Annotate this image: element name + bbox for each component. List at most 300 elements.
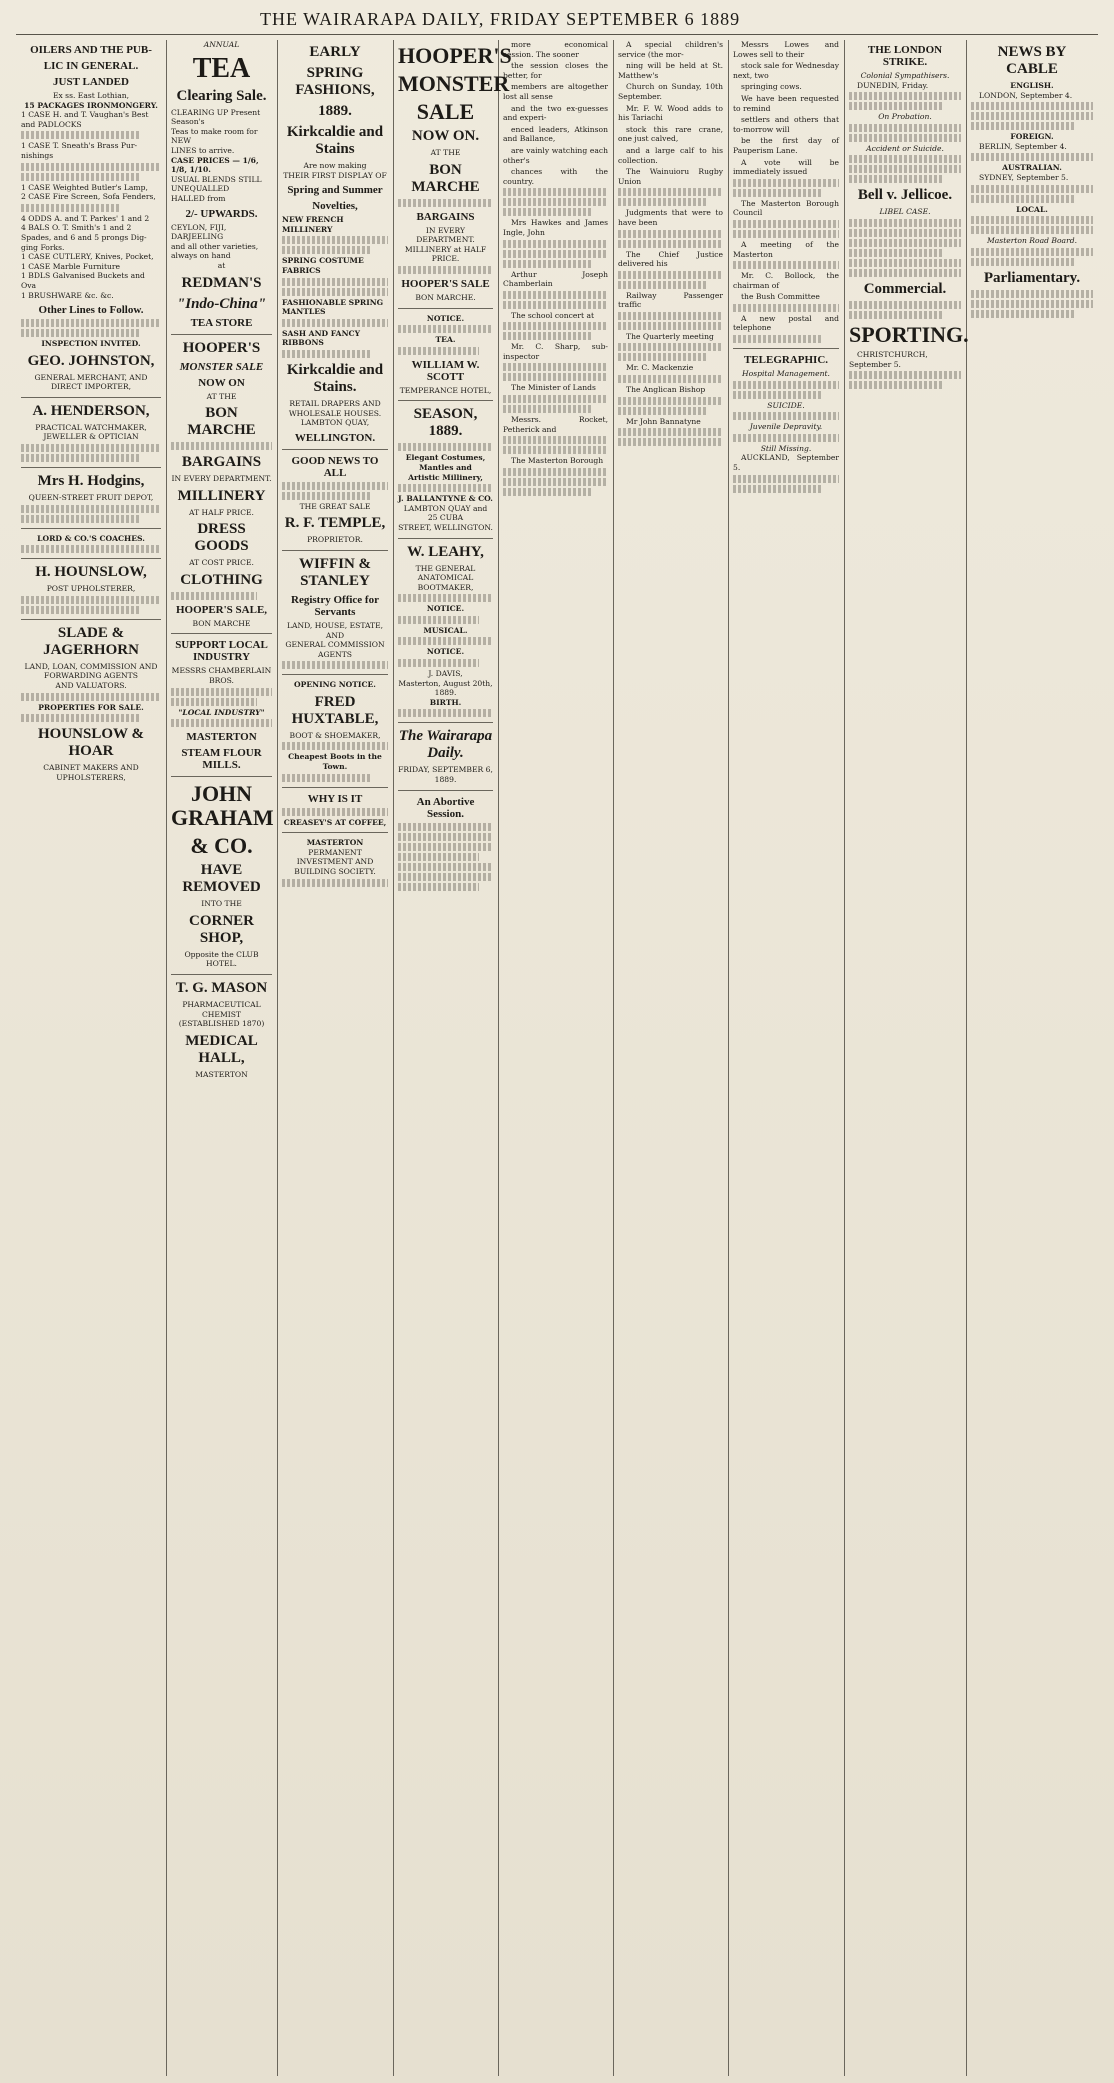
- text-filler: [618, 375, 723, 383]
- text-filler: [849, 381, 944, 389]
- ad-line: J. BALLANTYNE & CO.: [398, 494, 493, 504]
- news-subhead: LIBEL CASE.: [879, 207, 931, 217]
- ad-line: FASHIONABLE SPRING MANTLES: [282, 297, 384, 317]
- text-filler: [398, 637, 493, 645]
- ad-line: TEA.: [435, 335, 456, 345]
- ad-line: 1 BRUSHWARE &c. &c.: [21, 290, 114, 300]
- text-filler: [503, 198, 608, 206]
- text-filler: [503, 260, 592, 268]
- text-filler: [503, 373, 608, 381]
- text-filler: [849, 239, 961, 247]
- news-line: Judgments that were to have been: [618, 208, 723, 227]
- ad-line: JEWELLER & OPTICIAN: [43, 432, 139, 442]
- news-line: be the first day of Pauperism Lane.: [733, 136, 839, 155]
- text-filler: [503, 446, 608, 454]
- text-filler: [849, 155, 961, 163]
- text-filler: [971, 290, 1093, 298]
- ad-heading: SLADE & JAGERHORN: [43, 624, 139, 658]
- news-line: Mr John Bannatyne: [626, 416, 701, 426]
- news-line: Church on Sunday, 10th September.: [618, 82, 723, 101]
- ad-line: NEW FRENCH MILLINERY: [282, 215, 344, 234]
- text-filler: [733, 335, 823, 343]
- text-filler: [971, 216, 1093, 224]
- text-filler: [618, 407, 707, 415]
- text-filler: [21, 329, 140, 337]
- masthead-title: THE WAIRARAPA DAILY, FRIDAY SEPTEMBER 6 1889: [260, 9, 741, 29]
- ad-line: THE GREAT SALE: [299, 501, 371, 511]
- news-line: and the two ex-guesses and experi-: [503, 103, 608, 123]
- ad-heading: W. LEAHY,: [407, 543, 484, 560]
- text-filler: [618, 438, 723, 446]
- ad-line: Cheapest Boots in the Town.: [288, 752, 382, 772]
- text-filler: [849, 124, 961, 132]
- text-filler: [282, 236, 388, 244]
- section-heading: Parliamentary.: [983, 269, 1081, 286]
- news-line: more economical session. The sooner: [503, 40, 608, 59]
- ad-line: FORWARDING AGENTS: [44, 671, 138, 681]
- rule: [171, 334, 272, 335]
- ad-line: LINES to arrive.: [171, 145, 235, 155]
- news-line: The Anglican Bishop: [626, 385, 706, 395]
- ad-line: CREASEY'S AT COFFEE,: [283, 817, 387, 827]
- text-filler: [849, 301, 961, 309]
- ad-heading: SALE: [416, 99, 475, 124]
- news-line: The Masterton Borough: [511, 456, 604, 466]
- text-filler: [282, 879, 388, 887]
- news-line: The Wainuioru Rugby Union: [618, 167, 723, 186]
- text-filler: [618, 281, 707, 289]
- column-6-news: [613, 40, 728, 2076]
- ad-heading: BARGAINS: [416, 210, 475, 223]
- ad-heading: HOOPER'S SALE: [401, 277, 490, 290]
- ad-line: PHARMACEUTICAL CHEMIST: [182, 1000, 261, 1019]
- ad-line: LAND, LOAN, COMMISSION AND: [24, 661, 158, 671]
- news-subhead: Colonial Sympathisers.: [860, 71, 950, 80]
- ad-heading: H. HOUNSLOW,: [35, 564, 147, 581]
- text-filler: [282, 808, 388, 816]
- text-filler: [733, 391, 823, 399]
- news-subhead: Still Missing.: [760, 443, 812, 453]
- ad-heading: Clearing Sale.: [176, 87, 267, 104]
- text-filler: [282, 288, 388, 296]
- ad-heading: HAVE REMOVED: [182, 862, 261, 896]
- ad-line: 1 CASE Weighted Butler's Lamp,: [21, 182, 148, 192]
- text-filler: [21, 454, 140, 462]
- ad-heading: A. HENDERSON,: [32, 402, 150, 419]
- ad-heading: NOW ON.: [411, 128, 480, 144]
- ad-line: CASE PRICES — 1/6, 1/8, 1/10.: [171, 155, 259, 175]
- ad-line: TEMPERANCE HOTEL,: [399, 385, 492, 395]
- text-filler: [21, 204, 119, 212]
- column-1-ads: [16, 40, 166, 2076]
- ad-line: ging Forks.: [21, 242, 65, 252]
- text-filler: [282, 742, 388, 750]
- ad-line: PERMANENT INVESTMENT AND: [296, 847, 374, 867]
- text-filler: [21, 545, 161, 553]
- text-filler: [171, 592, 257, 600]
- news-line: are vainly watching each other's: [503, 145, 608, 165]
- text-filler: [398, 833, 493, 841]
- ad-line: UPHOLSTERERS,: [56, 772, 126, 782]
- news-subhead: Accident or Suicide.: [866, 143, 944, 153]
- text-filler: [21, 596, 161, 604]
- text-filler: [971, 226, 1093, 234]
- ad-heading: DRESS GOODS: [194, 521, 249, 555]
- text-filler: [21, 606, 140, 614]
- news-line: A new postal and telephone: [733, 313, 839, 333]
- text-filler: [618, 240, 723, 248]
- text-filler: [971, 258, 1075, 266]
- news-line: The Quarterly meeting: [626, 331, 714, 341]
- ad-line: Artistic Millinery,: [408, 472, 483, 482]
- rule: [21, 528, 161, 529]
- text-filler: [971, 195, 1075, 203]
- ad-line: 1 BDLS Galvanised Buckets and Ova: [21, 271, 145, 290]
- ad-heading: WELLINGTON.: [294, 431, 376, 444]
- ad-line: PROPERTIES FOR SALE.: [38, 702, 144, 712]
- text-filler: [849, 219, 961, 227]
- rule: [733, 348, 839, 349]
- rule: [282, 832, 388, 833]
- ad-heading: JOHN GRAHAM: [171, 781, 274, 831]
- text-filler: [282, 278, 388, 286]
- news-line: Messrs Lowes and Lowes sell to their: [733, 40, 839, 59]
- ad-heading: NOW ON: [198, 376, 245, 389]
- ad-line: AT THE: [430, 148, 461, 157]
- ad-heading: REDMAN'S: [181, 274, 262, 291]
- text-filler: [503, 436, 608, 444]
- ad-heading: HOOPER'S: [182, 339, 261, 356]
- text-filler: [171, 688, 272, 696]
- ad-line: OPENING NOTICE.: [294, 680, 376, 690]
- ad-line: 4 ODDS A. and T. Parkes' 1 and 2: [21, 213, 150, 223]
- rule: [398, 400, 493, 401]
- text-filler: [971, 248, 1093, 256]
- column-3-ads: [277, 40, 393, 2076]
- ad-heading: TEA STORE: [190, 316, 253, 329]
- news-line: The school concert at: [511, 310, 595, 320]
- text-filler: [503, 395, 608, 403]
- news-line: Mr. C. Mackenzie: [626, 363, 694, 373]
- text-filler: [21, 505, 161, 513]
- column-9-cable: [966, 40, 1098, 2076]
- ad-heading: Novelties,: [312, 200, 358, 213]
- ad-heading: "Indo-China": [176, 295, 267, 312]
- ad-line: 15 PACKAGES IRONMONGERY.: [24, 100, 158, 110]
- ad-line: LAMBTON QUAY and 25 CUBA: [403, 503, 488, 523]
- news-line: A special children's service (the mor-: [618, 40, 723, 59]
- ad-line: 2 CASE Fire Screen, Sofa Fenders,: [21, 192, 156, 202]
- ad-heading: OILERS AND THE PUB-: [30, 44, 152, 56]
- news-line: ning will be held at St. Matthew's: [618, 61, 723, 80]
- rule: [282, 674, 388, 675]
- ad-line: MASTERTON: [306, 838, 364, 848]
- rule: [282, 787, 388, 788]
- ad-line: ANATOMICAL BOOTMAKER,: [417, 573, 474, 592]
- ad-line: Ex ss. East Lothian,: [52, 91, 130, 100]
- text-filler: [971, 310, 1075, 318]
- ad-line: LORD & CO.'S COACHES.: [37, 533, 145, 543]
- text-filler: [849, 92, 961, 100]
- text-filler: [849, 229, 961, 237]
- section-heading: Bell v. Jellicoe.: [857, 187, 953, 204]
- rule: [398, 308, 493, 309]
- text-filler: [733, 475, 839, 483]
- text-filler: [618, 271, 723, 279]
- text-filler: [21, 693, 161, 701]
- text-filler: [971, 153, 1093, 161]
- ad-line: INSPECTION INVITED.: [41, 339, 141, 349]
- ad-heading: Kirkcaldie and Stains: [286, 124, 384, 157]
- news-line: Arthur Joseph Chamberlain: [503, 269, 608, 289]
- text-filler: [398, 873, 493, 881]
- rule: [21, 558, 161, 559]
- news-line: stock this rare crane, one just calved,: [618, 124, 723, 144]
- ad-heading: T. G. MASON: [175, 980, 268, 997]
- text-filler: [171, 442, 272, 450]
- news-line: Mr. C. Sharp, sub-inspector: [503, 342, 608, 361]
- ad-line: AND VALUATORS.: [55, 681, 127, 691]
- ad-line: POST UPHOLSTERER,: [46, 584, 136, 594]
- text-filler: [503, 208, 592, 216]
- column-5-news: [498, 40, 613, 2076]
- news-subhead: Hospital Management.: [742, 369, 830, 379]
- ad-heading: SEASON, 1889.: [413, 406, 478, 440]
- text-filler: [398, 443, 493, 451]
- news-line: We have been requested to remind: [733, 93, 839, 113]
- text-filler: [849, 269, 961, 277]
- rule: [171, 974, 272, 975]
- ad-line: 1 CASE H. and T. Vaughan's Best: [21, 110, 149, 120]
- ad-line: CLEARING UP Present Season's: [171, 107, 261, 127]
- editorial-masthead: The Wairarapa Daily.: [398, 728, 493, 762]
- text-filler: [398, 594, 493, 602]
- text-filler: [282, 482, 388, 490]
- text-filler: [398, 863, 493, 871]
- text-filler: [503, 405, 592, 413]
- news-line: SYDNEY, September 5.: [979, 172, 1069, 182]
- section-heading: TELEGRAPHIC.: [743, 354, 829, 367]
- text-filler: [503, 488, 592, 496]
- ad-line: AT THE: [206, 391, 237, 401]
- ad-line: nishings: [21, 150, 54, 160]
- text-filler: [971, 102, 1093, 110]
- text-filler: [971, 300, 1093, 308]
- ad-line: AT COST PRICE.: [189, 558, 254, 568]
- news-line: and a large calf to his collection.: [618, 145, 723, 165]
- text-filler: [849, 249, 944, 257]
- ad-heading: BON MARCHE: [411, 161, 480, 195]
- ad-heading: Spring and Summer: [287, 184, 383, 197]
- rule: [282, 550, 388, 551]
- ad-line: BON MARCHE: [192, 618, 251, 628]
- news-line: LONDON, September 4.: [979, 90, 1073, 100]
- ad-heading: EARLY: [309, 44, 361, 60]
- news-line: CHRISTCHURCH, September 5.: [849, 349, 928, 369]
- section-heading: Commercial.: [863, 280, 947, 297]
- ad-heading: Mrs H. Hodgins,: [37, 473, 145, 490]
- masthead: [0, 0, 1114, 34]
- ad-heading: STEAM FLOUR MILLS.: [181, 747, 262, 772]
- news-subhead: SUICIDE.: [767, 400, 805, 410]
- text-filler: [398, 853, 479, 861]
- text-filler: [398, 484, 493, 492]
- text-filler: [733, 485, 823, 493]
- ad-line: SASH AND FANCY RIBBONS: [282, 328, 360, 348]
- ad-line: LAMBTON QUAY,: [300, 418, 370, 428]
- ad-line: MASTERTON: [195, 1069, 248, 1079]
- text-filler: [733, 412, 839, 420]
- text-filler: [282, 492, 372, 500]
- ad-line: STREET, WELLINGTON.: [398, 522, 493, 532]
- rule: [171, 633, 272, 634]
- news-line: Mr. C. Bollock, the chairman of: [733, 271, 839, 290]
- text-filler: [618, 428, 723, 436]
- news-subhead: FOREIGN.: [1010, 132, 1054, 142]
- ad-heading: FRED HUXTABLE,: [291, 693, 379, 727]
- text-filler: [398, 325, 493, 333]
- text-filler: [21, 163, 161, 171]
- rule: [398, 790, 493, 791]
- ad-heading: Other Lines to Follow.: [38, 304, 144, 317]
- news-subhead: On Probation.: [878, 112, 932, 122]
- news-line: the session closes the better, for: [503, 61, 608, 80]
- ad-heading: MONSTER: [398, 71, 510, 96]
- text-filler: [503, 240, 608, 248]
- ad-line: 1 CASE Marble Furniture: [21, 261, 121, 271]
- text-filler: [398, 883, 479, 891]
- ad-heading: WIFFIN & STANLEY: [298, 555, 372, 589]
- column-4-ads-editorial: [393, 40, 512, 2076]
- ad-line: and PADLOCKS: [21, 119, 82, 129]
- text-filler: [733, 434, 839, 442]
- ad-line: BIRTH.: [429, 697, 462, 707]
- ad-line: Are now making: [303, 161, 367, 170]
- ad-heading: HOUNSLOW & HOAR: [38, 726, 144, 760]
- column-7-news: [728, 40, 844, 2076]
- ad-line: BOOT & SHOEMAKER,: [289, 730, 381, 740]
- ad-line: THE GENERAL: [415, 563, 476, 573]
- ad-heading: SUPPORT LOCAL INDUSTRY: [175, 639, 268, 664]
- ad-line: NOTICE.: [426, 647, 465, 657]
- news-line: The Chief Justice delivered his: [618, 249, 723, 269]
- news-line: Messrs. Rocket, Petherick and: [503, 415, 608, 434]
- text-filler: [503, 332, 592, 340]
- text-filler: [618, 322, 723, 330]
- text-filler: [849, 102, 944, 110]
- text-filler: [971, 112, 1093, 120]
- ad-line: MILLINERY at HALF PRICE.: [404, 244, 487, 264]
- ad-heading: R. F. TEMPLE,: [284, 515, 386, 532]
- news-line: The Minister of Lands: [511, 383, 596, 393]
- ad-line: 1 CASE CUTLERY, Knives, Pocket,: [21, 252, 154, 262]
- text-filler: [618, 230, 723, 238]
- ad-line: ANNUAL: [203, 40, 240, 49]
- text-filler: [849, 175, 944, 183]
- news-line: chances with the country.: [503, 167, 608, 186]
- rule: [21, 619, 161, 620]
- ad-line: CABINET MAKERS AND: [43, 763, 139, 773]
- ad-line: Opposite the CLUB HOTEL.: [184, 949, 259, 969]
- rule: [282, 449, 388, 450]
- news-line: A meeting of the Masterton: [733, 239, 839, 259]
- text-filler: [21, 319, 161, 327]
- text-filler: [733, 261, 839, 269]
- section-heading: SPORTING.: [849, 321, 969, 347]
- ad-heading: Registry Office for Servants: [291, 593, 379, 618]
- ad-heading: WHY IS IT: [307, 792, 363, 805]
- ad-line: NOTICE.: [426, 313, 465, 323]
- editorial-headline: An Abortive Session.: [416, 795, 475, 820]
- ad-line: at: [217, 260, 226, 270]
- ad-line: (ESTABLISHED 1870): [178, 1019, 265, 1029]
- text-filler: [733, 220, 839, 228]
- text-filler: [971, 185, 1093, 193]
- ad-line: 4 BALS O. T. Smith's 1 and 2: [21, 223, 132, 233]
- text-filler: [733, 304, 839, 312]
- text-filler: [733, 230, 839, 238]
- news-subhead: Masterton Road Board.: [987, 236, 1077, 246]
- rule: [171, 776, 272, 777]
- column-2-ads: [166, 40, 277, 2076]
- masthead-rule: [16, 34, 1098, 35]
- news-line: springing cows.: [741, 82, 802, 92]
- ad-line: DIRECT IMPORTER,: [50, 382, 132, 392]
- ad-line: PRACTICAL WATCHMAKER,: [35, 422, 147, 432]
- ad-line: AT HALF PRICE.: [189, 507, 254, 517]
- ad-line: GENERAL COMMISSION AGENTS: [285, 640, 385, 659]
- ad-line: Masterton, August 20th, 1889.: [398, 678, 493, 698]
- ad-heading: MASTERTON: [186, 731, 257, 744]
- text-filler: [171, 719, 272, 727]
- text-filler: [398, 199, 493, 207]
- ad-line: IN EVERY DEPARTMENT.: [416, 225, 475, 245]
- ad-heading: SPRING FASHIONS,: [295, 65, 375, 98]
- news-line: settlers and others that to-morrow will: [733, 115, 839, 134]
- rule: [398, 538, 493, 539]
- news-subhead: Juvenile Depravity.: [749, 422, 823, 432]
- text-filler: [21, 444, 161, 452]
- ad-line: Spades, and 6 and 5 prongs Dig-: [21, 232, 147, 242]
- ad-line: LAND, HOUSE, ESTATE, AND: [286, 620, 384, 640]
- ad-line: GENERAL MERCHANT, AND: [34, 372, 148, 382]
- text-filler: [398, 823, 493, 831]
- ad-heading: GOOD NEWS TO ALL: [291, 454, 379, 479]
- text-filler: [282, 350, 372, 358]
- ad-line: RETAIL DRAPERS AND WHOLESALE HOUSES.: [288, 398, 382, 418]
- ad-heading: WILLIAM W. SCOTT: [411, 358, 480, 383]
- editorial-date: FRIDAY, SEPTEMBER 6, 1889.: [398, 765, 493, 785]
- column-8-telegraphic: [844, 40, 969, 2076]
- rule: [398, 722, 493, 723]
- ad-line: USUAL BLENDS STILL UNEQUALLED: [171, 174, 262, 194]
- ad-heading: HOOPER'S SALE,: [175, 603, 268, 616]
- ad-line: SPRING COSTUME FABRICS: [282, 256, 364, 275]
- text-filler: [503, 322, 608, 330]
- section-heading: NEWS BY CABLE: [997, 44, 1067, 77]
- ad-line: CEYLON, FIJI, DARJEELING: [171, 222, 227, 242]
- ad-heading: Kirkcaldie and Stains.: [286, 361, 384, 395]
- text-filler: [733, 381, 839, 389]
- ad-line: and all other varieties, always on hand: [171, 241, 259, 261]
- news-line: Mrs Hawkes and James Ingle, John: [503, 218, 608, 237]
- text-filler: [503, 188, 608, 196]
- news-line: The Masterton Borough Council: [733, 198, 839, 218]
- ad-line: 1 CASE T. Sneath's Brass Pur-: [21, 141, 138, 151]
- ad-line: THEIR FIRST DISPLAY OF: [283, 170, 387, 180]
- ad-line: "LOCAL INDUSTRY": [178, 707, 265, 717]
- text-filler: [618, 312, 723, 320]
